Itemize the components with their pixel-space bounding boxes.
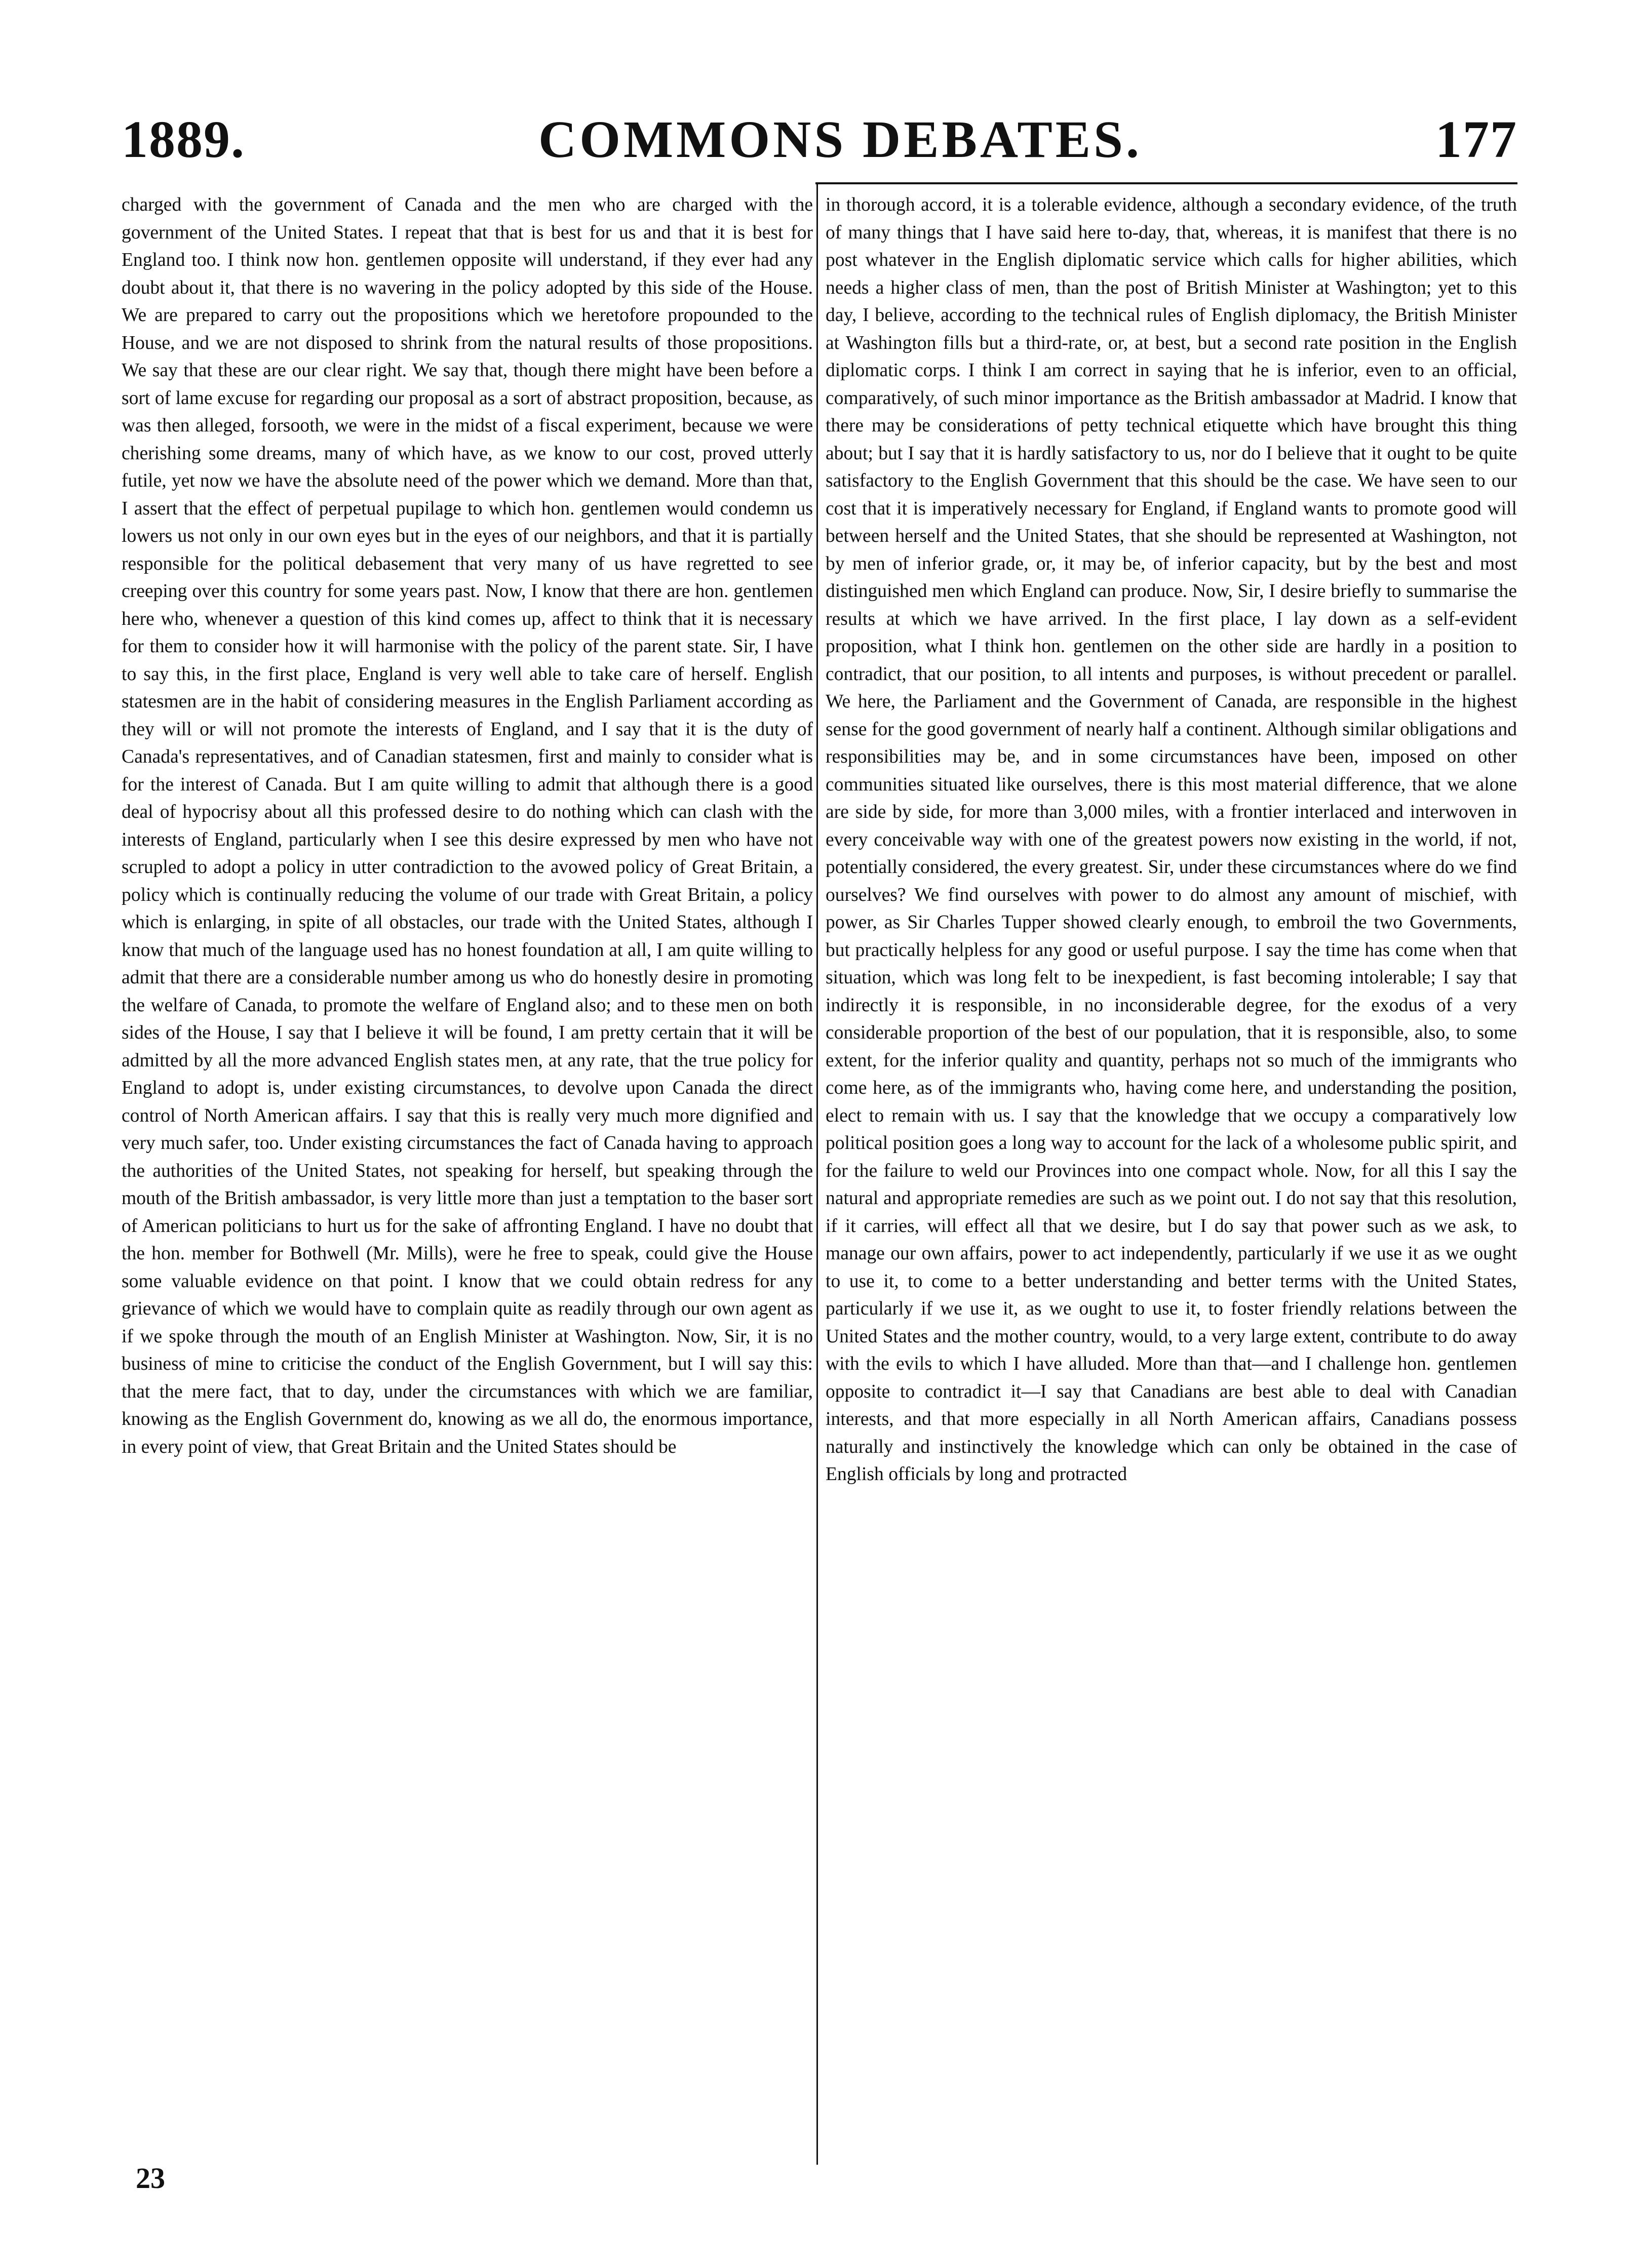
left-column xyxy=(122,191,813,2166)
header-page-number: 177 xyxy=(1435,110,1517,169)
header-title: COMMONS DEBATES. xyxy=(538,110,1142,169)
left-column-text: charged with the government of Canada and the men who are charged with the government of the United States. I repeat that that is best for us and that it is best for England too. I think now hon. gentlemen opposite will understand, if they ever had any doubt about it, that there is no wavering in the policy adopted by this side of the House. We are prepared to carry out the propositions which we heretofore propounded to the House, and we are not disposed to shrink from the natural results of those propositions. We say that these are our clear right. We say that, though there might have been before a sort of lame excuse for regarding our proposal as a sort of abstract proposition, because, as was then alleged, forsooth, we were in the midst of a fiscal experiment, because we were cherishing some dreams, many of which have, as we know to our cost, proved utterly futile, yet now we have the absolute need of the power which we demand. More than that, I assert that the effect of perpetual pupilage to which hon. gentlemen would condemn us lowers us not only in our own eyes but in the eyes of our neighbors, and that it is partially responsible for the political debasement that very many of us have regretted to see creeping over this country for some years past. Now, I know that there are hon. gentlemen here who, whenever a question of this kind comes up, affect to think that it is necessary for them to consider how it will harmonise with the policy of the parent state. Sir, I have to say this, in the first place, England is very well able to take care of herself. English statesmen are in the habit of considering measures in the English Parliament according as they will or will not promote the interests of England, and I say that it is the duty of Canada's representatives, and of Canadian statesmen, first and mainly to consider what is for the interest of Canada. But I am quite willing to admit that although there is a good deal of hypocrisy about all this professed desire to do nothing which can clash with the interests of England, particularly when I see this desire expressed by men who have not scrupled to adopt a policy in utter contradiction to the avowed policy of Great Britain, a policy which is continually reducing the volume of our trade with Great Britain, a policy which is enlarging, in spite of all obstacles, our trade with the United States, although I know that much of the language used has no honest foundation at all, I am quite willing to admit that there are a considerable number among us who do honestly desire in promoting the welfare of Canada, to promote the welfare of England also; and to these men on both sides of the House, I say that I believe it will be found, I am pretty certain that it will be admitted by all the more advanced English states men, at any rate, that the true policy for England to adopt is, under existing circumstances, to devolve upon Canada the direct control of North American affairs. I say that this is really very much more dignified and very much safer, too. Under existing circumstances the fact of Canada having to approach the authorities of the United States, not speaking for herself, but speaking through the mouth of the British ambassador, is very little more than just a temptation to the baser sort of American politicians to hurt us for the sake of affronting England. I have no doubt that the hon. member for Bothwell (Mr. Mills), were he free to speak, could give the House some valuable evidence on that point. I know that we could obtain redress for any grievance of which we would have to complain quite as readily through our own agent as if we spoke through the mouth of an English Minister at Washington. Now, Sir, it is no business of mine to criticise the conduct of the English Government, but I will say this: that the mere fact, that to day, under the circumstances with which we are familiar, knowing as the English Government do, knowing as we all do, the enormous importance, in every point of view, that Great Britain and the United States should be xyxy=(122,194,813,1457)
header-year: 1889. xyxy=(122,110,245,169)
right-column xyxy=(826,191,1517,2166)
right-column-text: in thorough accord, it is a tolerable evidence, although a secondary evidence, of the truth of many things that I have said here to-day, that, whereas, it is manifest that there is no post whatever in the English diplomatic service which calls for higher abilities, which needs a higher class of men, than the post of British Minister at Washington; yet to this day, I believe, according to the technical rules of English diplomacy, the British Minister at Washington fills but a third-rate, or, at best, but a second rate position in the English diplomatic corps. I think I am correct in saying that he is inferior, even to an official, comparatively, of such minor importance as the British ambassador at Madrid. I know that there may be considerations of petty technical etiquette which have brought this thing about; but I say that it is hardly satisfactory to us, nor do I believe that it ought to be quite satisfactory to the English Government that this should be the case. We have seen to our cost that it is imperatively necessary for England, if England wants to promote good will between herself and the United States, that she should be represented at Washington, not by men of inferior grade, or, it may be, of inferior capacity, but by the best and most distinguished men which England can produce. Now, Sir, I desire briefly to summarise the results at which we have arrived. In the first place, I lay down as a self-evident proposition, what I think hon. gentlemen on the other side are hardly in a position to contradict, that our position, to all intents and purposes, is without precedent or parallel. We here, the Parliament and the Government of Canada, are responsible in the highest sense for the good government of nearly half a continent. Although similar obligations and responsibilities may be, and in some circumstances have been, imposed on other communities situated like ourselves, there is this most material difference, that we alone are side by side, for more than 3,000 miles, with a frontier interlaced and interwoven in every conceivable way with one of the greatest powers now existing in the world, if not, potentially considered, the every greatest. Sir, under these circumstances where do we find ourselves? We find ourselves with power to do almost any amount of mischief, with power, as Sir Charles Tupper showed clearly enough, to embroil the two Governments, but practically helpless for any good or useful purpose. I say the time has come when that situation, which was long felt to be inexpedient, is fast becoming intolerable; I say that indirectly it is responsible, in no inconsiderable degree, for the exodus of a very considerable proportion of the best of our population, that it is responsible, also, to some extent, for the inferior quality and quantity, perhaps not so much of the immigrants who come here, as of the immigrants who, having come here, and understanding the position, elect to remain with us. I say that the knowledge that we occupy a comparatively low political position goes a long way to account for the lack of a wholesome public spirit, and for the failure to weld our Provinces into one compact whole. Now, for all this I say the natural and appropriate remedies are such as we point out. I do not say that this resolution, if it carries, will effect all that we desire, but I do say that power such as we ask, to manage our own affairs, power to act independently, particularly if we use it as we ought to use it, to come to a better understanding and better terms with the United States, particularly if we use it, as we ought to use it, to foster friendly relations between the United States and the mother country, would, to a very large extent, contribute to do away with the evils to which I have alluded. More than that—and I challenge hon. gentlemen opposite to contradict it—I say that Canadians are best able to deal with Canadian interests, and that more especially in all North American affairs, Canadians possess naturally and instinctively the knowledge which can only be obtained in the case of English officials by long and protracted xyxy=(826,194,1517,1485)
page-header xyxy=(122,101,1517,177)
column-divider xyxy=(816,182,818,2165)
top-rule xyxy=(815,182,1517,184)
signature-mark: 23 xyxy=(136,2162,165,2195)
